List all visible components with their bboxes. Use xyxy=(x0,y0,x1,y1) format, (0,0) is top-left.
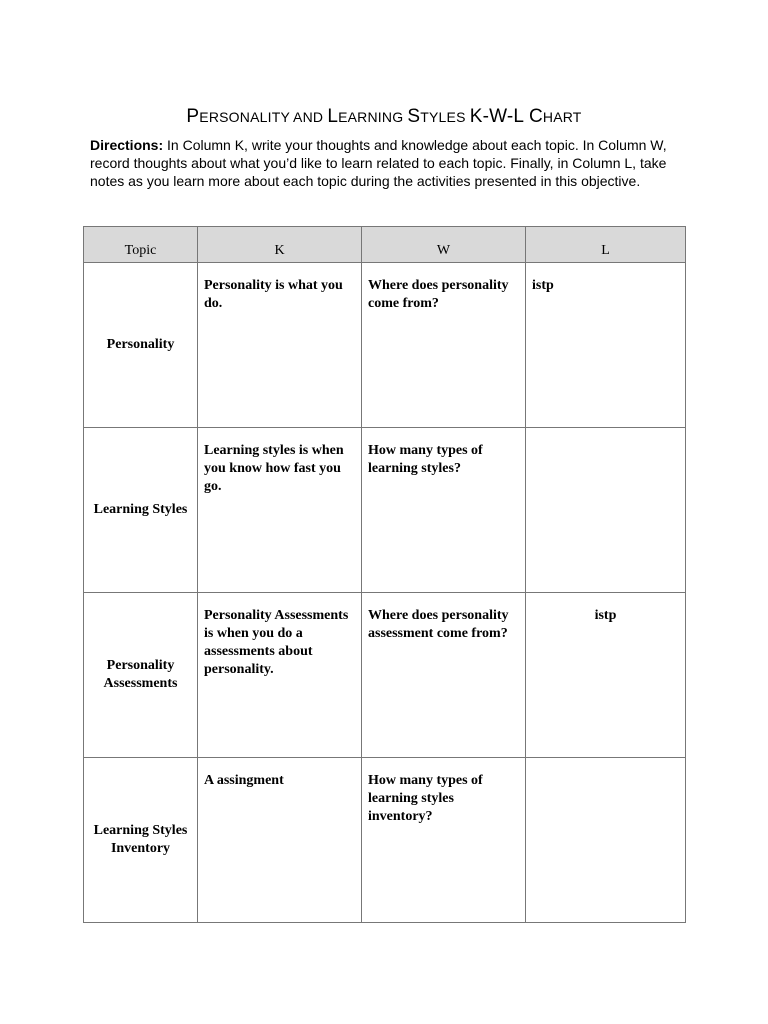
w-cell: Where does personality come from? xyxy=(362,263,526,428)
header-k: K xyxy=(198,227,362,263)
k-cell: A assingment xyxy=(198,758,362,923)
w-cell: Where does personality assessment come from? xyxy=(362,593,526,758)
l-cell: istp xyxy=(526,263,686,428)
header-row xyxy=(84,227,686,263)
topic-cell: Personality xyxy=(84,263,198,428)
w-cell: How many types of learning styles? xyxy=(362,428,526,593)
table-row xyxy=(84,758,686,923)
page-title: PERSONALITY AND LEARNING STYLES K-W-L CHART xyxy=(186,106,582,127)
k-cell: Personality is what you do. xyxy=(198,263,362,428)
directions-label: Directions: xyxy=(90,137,164,153)
header-l: L xyxy=(526,227,686,263)
w-cell: How many types of learning styles inventory? xyxy=(362,758,526,923)
topic-cell: Learning Styles Inventory xyxy=(84,758,198,923)
header-topic: Topic xyxy=(84,227,198,263)
table-row xyxy=(84,428,686,593)
table-row xyxy=(84,593,686,758)
topic-cell: Learning Styles xyxy=(84,428,198,593)
kwl-table xyxy=(83,226,686,923)
l-cell xyxy=(526,758,686,923)
topic-cell: Personality Assessments xyxy=(84,593,198,758)
table-row xyxy=(84,263,686,428)
l-cell: istp xyxy=(526,593,686,758)
directions-text: In Column K, write your thoughts and knowledge about each topic. In Column W, record thoughts about what you’d like to learn related to each topic. Finally, in Column L, take notes as you learn more about each topic during the activities presented in this objective. xyxy=(90,137,667,189)
k-cell: Personality Assessments is when you do a assessments about personality. xyxy=(198,593,362,758)
directions xyxy=(90,136,690,190)
header-w: W xyxy=(362,227,526,263)
l-cell xyxy=(526,428,686,593)
k-cell: Learning styles is when you know how fast you go. xyxy=(198,428,362,593)
